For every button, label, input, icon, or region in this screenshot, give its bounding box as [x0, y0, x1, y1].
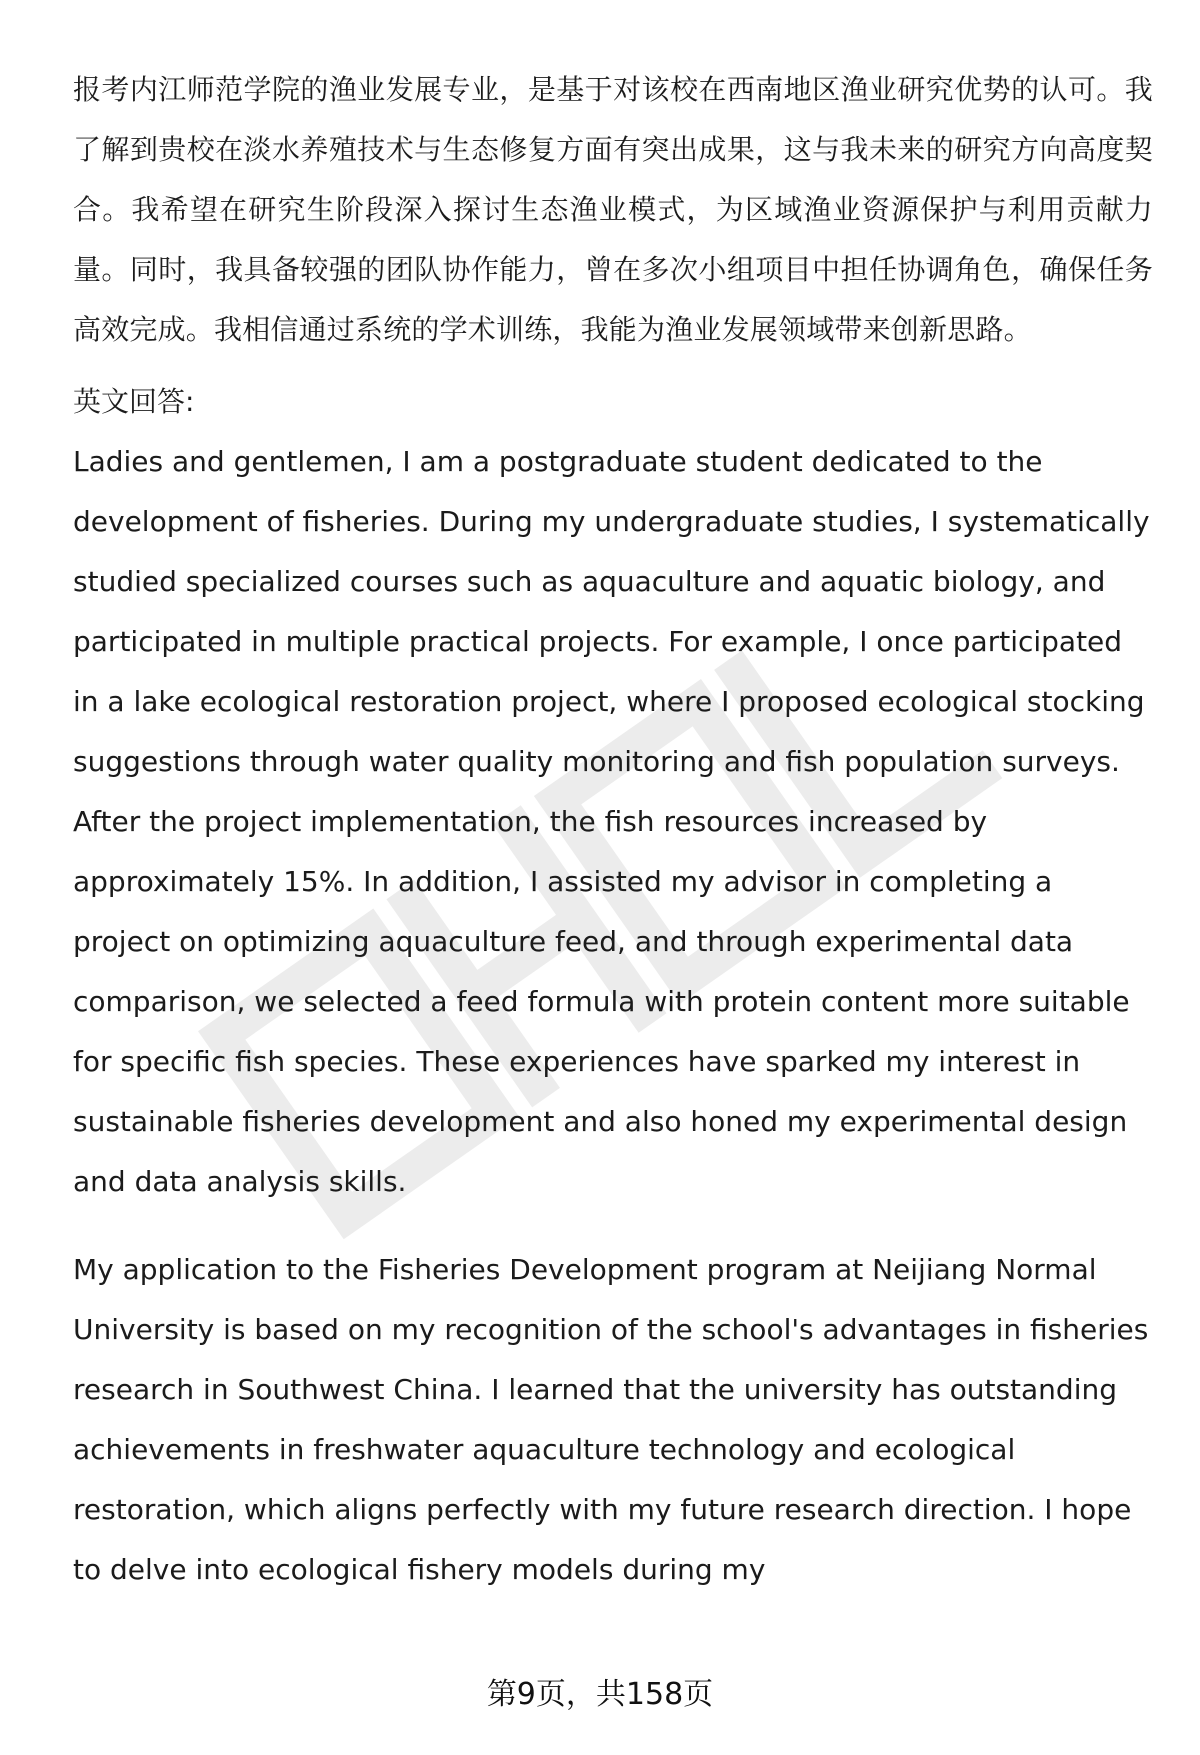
english-answer-paragraph-1: Ladies and gentlemen, I am a postgraduate student dedicated to the development of fisheries. During my undergraduate studies, I systematically studied specialized courses such as aquaculture and aquatic biology, and participated in multiple practical projects. For example, I once participated in a lake ecological restoration project, where I proposed ecological stocking suggestions through water quality monitoring and fish population surveys. After the project implementation, the fish resources increased by approximately 15%. In addition, I assisted my advisor in completing a project on optimizing aquaculture feed, and through experimental data comparison, we selected a feed formula with protein content more suitable for specific fish species. These experiences have sparked my interest in sustainable fisheries development and also honed my experimental design and data analysis skills. — [73, 445, 1150, 1198]
chinese-answer-paragraph: 报考内江师范学院的渔业发展专业，是基于对该校在西南地区渔业研究优势的认可。我了解到贵校在淡水养殖技术与生态修复方面有突出成果，这与我未来的研究方向高度契合。我希望在研究生阶段深入探讨生态渔业模式，为区域渔业资源保护与利用贡献力量。同时，我具备较强的团队协作能力，曾在多次小组项目中担任协调角色，确保任务高效完成。我相信通过系统的学术训练，我能为渔业发展领域带来创新思路。 — [73, 73, 1153, 346]
document-body — [73, 60, 1153, 1600]
english-answer-paragraph-2: My application to the Fisheries Development program at Neijiang Normal University is based on my recognition of the school's advantages in fisheries research in Southwest China. I learned that the university has outstanding achievements in freshwater aquaculture technology and ecological restoration, which aligns perfectly with my future research direction. I hope to delve into ecological fishery models during my — [73, 1253, 1149, 1586]
page-number: 第9页，共158页 — [486, 1677, 714, 1712]
english-answer-label: 英文回答: — [73, 385, 195, 418]
